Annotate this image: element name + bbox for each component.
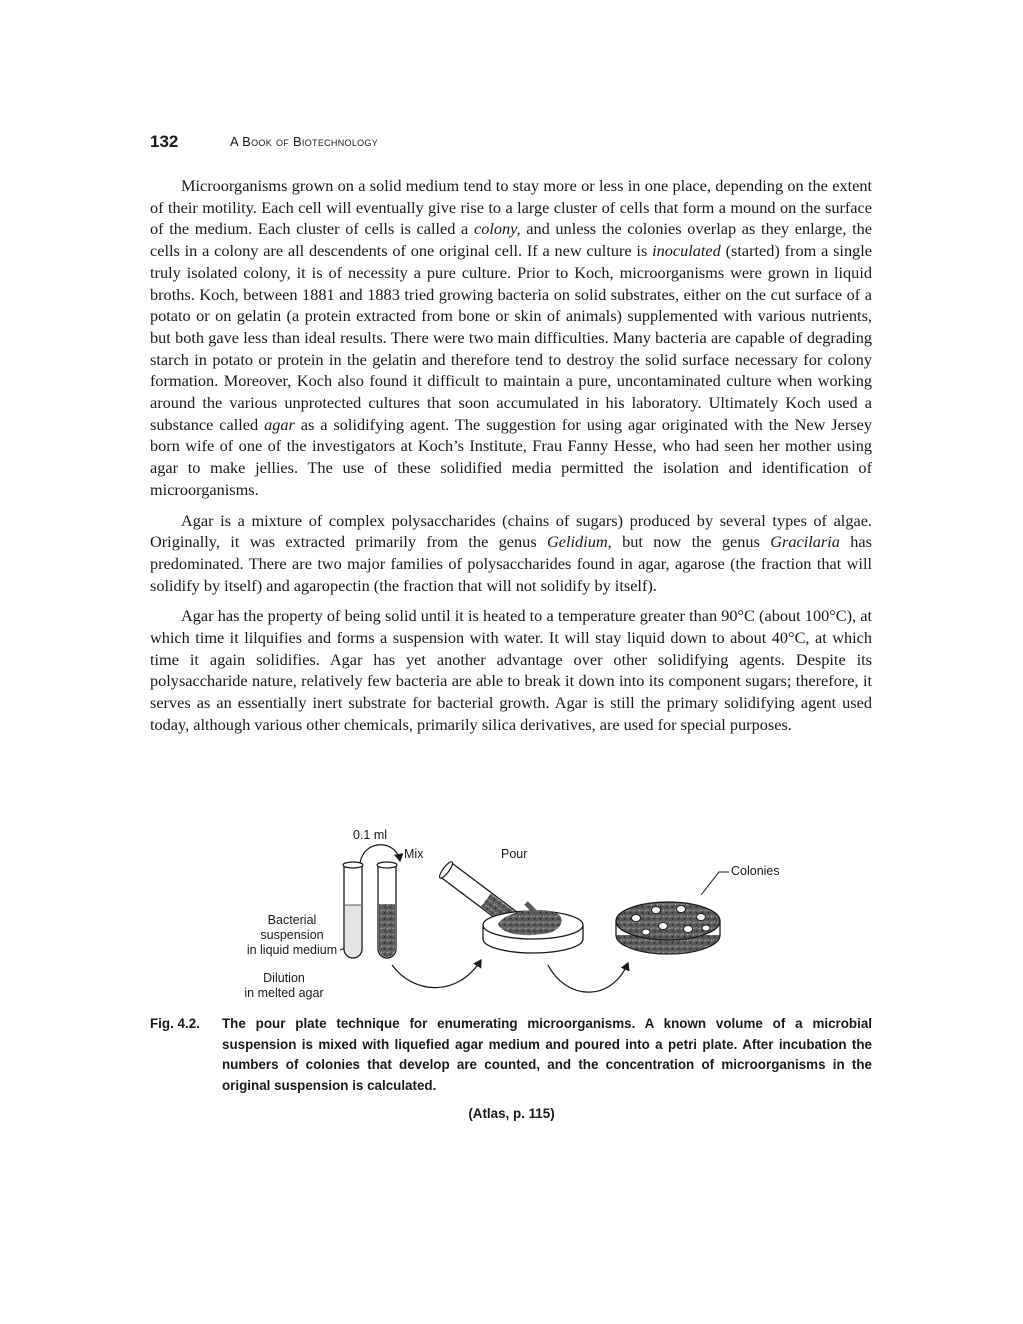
transfer-arrow bbox=[360, 845, 400, 863]
italic-term: colony, bbox=[473, 219, 521, 239]
text-run: (started) from a single truly isolated colony, it is of necessity a pure culture. Prior to Koch, microorganisms were grown in liquid broths. Koch, between 1881 and 1883 tried growing bacteria on solid substrates, either on the cut surface of a potato or on gelatin (a protein extracted from bone or skin of animals) supplemented with various nutrients, but both gave less than ideal results. There were two main difficulties. Many bacteria are capable of degrading starch in potato or protein in the gelatin and therefore tend to destroy the solid surface necessary for colony formation. Moreover, Koch also found it difficult to maintain a pure, uncontaminated culture when working around the various unprotected cultures that soon accumulated in his laboratory. Ultimately Koch used a substance called bbox=[150, 241, 872, 434]
pour-plate-figure bbox=[236, 825, 796, 1010]
bacterial-label-line2: suspension bbox=[260, 928, 324, 942]
pour-plate-diagram bbox=[236, 825, 796, 1010]
citation: (Atlas, p. 115) bbox=[468, 1106, 555, 1121]
text-run: and unless the colonies overlap as they enlarge, the cells in a colony are all descendents of one original cell. If a new culture is bbox=[150, 219, 873, 261]
caption-text: The pour plate technique for enumerating microorganisms. A known volume of a microbial suspension is mixed with liquefied agar medium and poured into a petri plate. After incubation the numbers of colonies that develop are counted, and the concentration of microorganisms in the original suspension is calculated. bbox=[222, 1016, 872, 1093]
dilution-label-line2: in melted agar bbox=[244, 986, 324, 1000]
text-run: Microorganisms grown on a solid medium tend to stay more or less in one place, depending on the extent of their motility. Each cell will eventually give rise to a large cluster of cells that form a mound on the surface of the medium. Each cluster of cells is called a bbox=[150, 176, 872, 239]
italic-term: agar bbox=[264, 414, 295, 434]
paragraph-agar-composition bbox=[150, 510, 872, 597]
text-run: Agar is a mixture of complex polysaccharides (chains of sugars) produced by several types of algae. Originally, it was extracted primarily from the genus bbox=[150, 510, 872, 552]
italic-term: inoculated bbox=[652, 241, 721, 261]
plate-to-incubation-arrow bbox=[548, 963, 628, 992]
dilution-label-line1: Dilution bbox=[263, 971, 305, 985]
text-run: Agar has the property of being solid until it is heated to a temperature greater than 90°C (about 100°C), at which time it lilquifies and forms a suspension with water. It will stay liquid down to about 40°C, at which time it again solidifies. Agar has yet another advantage over other solidifying agents. Despite its polysaccharide nature, relatively few bacteria are able to break it down into its component sugars; therefore, it serves as an essentially inert substrate for bacterial growth. Agar is still the primary solidifying agent used today, although various other chemicals, primarily silica derivatives, are used for special purposes. bbox=[150, 606, 872, 734]
volume-label: 0.1 ml bbox=[353, 828, 388, 842]
page-header bbox=[150, 132, 872, 154]
bacterial-label-line1: Bacterial bbox=[267, 913, 317, 927]
figure-caption bbox=[150, 1014, 872, 1096]
text-run: , but now the genus bbox=[607, 532, 771, 552]
paragraph-agar-properties bbox=[150, 605, 872, 735]
mix-to-plate-arrow bbox=[392, 960, 481, 988]
page-number: 132 bbox=[150, 132, 179, 151]
pour-label: Pour bbox=[501, 847, 528, 861]
paragraph-colonies bbox=[150, 175, 872, 501]
test-tube-agar bbox=[377, 862, 397, 958]
mix-label: Mix bbox=[404, 847, 424, 861]
colonies-label: Colonies bbox=[731, 864, 780, 878]
italic-term: Gelidium bbox=[547, 532, 608, 552]
figure-number: Fig. 4.2. bbox=[150, 1016, 200, 1031]
colonies-leader-line bbox=[701, 872, 729, 895]
text-run: as a solidifying agent. The suggestion for using agar originated with the New Jersey born wife of one of the investigators at Koch’s Institute, Frau Fanny Hesse, who had seen her mother using agar to make jellies. The use of these solidified media permitted the isolation and identification of microorganisms. bbox=[150, 414, 872, 499]
test-tube-suspension bbox=[343, 862, 363, 958]
text-run: has predominated. There are two major families of polysaccharides found in agar, agarose (the fraction that will solidify by itself) and agaropectin (the fraction that will not solidify by itself). bbox=[150, 532, 872, 595]
bacterial-label-line3: in liquid medium bbox=[246, 943, 338, 957]
italic-term: Gracilaria bbox=[770, 532, 840, 552]
body-text bbox=[150, 175, 872, 745]
running-title: A Book of Biotechnology bbox=[230, 134, 379, 149]
petri-plate-colonies bbox=[616, 902, 720, 954]
